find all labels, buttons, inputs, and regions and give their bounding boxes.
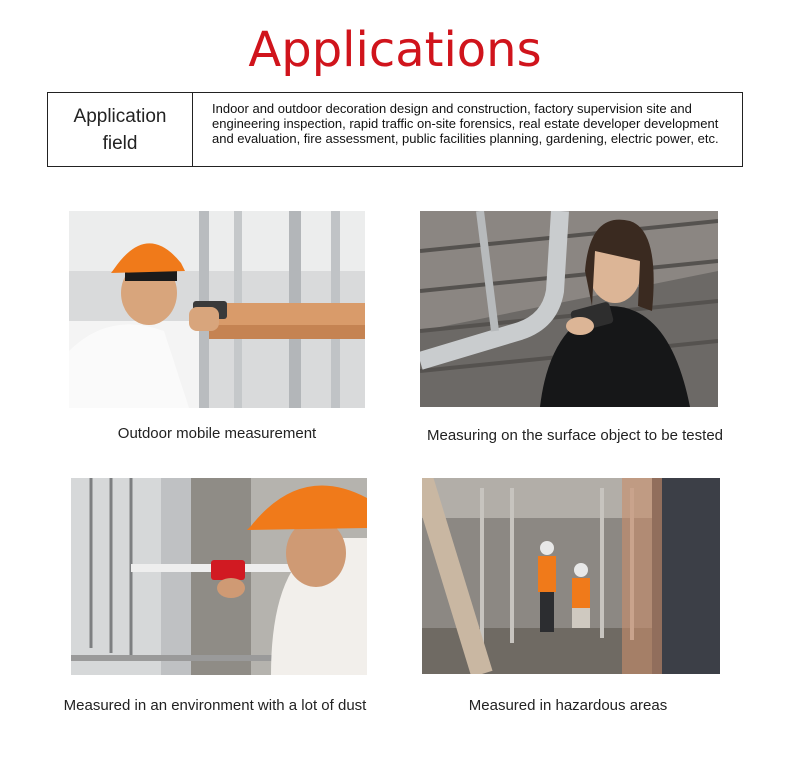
photo-caption: Measured in hazardous areas	[468, 697, 668, 714]
worker-hardhat-measuring-photo	[69, 211, 365, 408]
application-field-label: Application field	[48, 93, 193, 166]
application-field-description: Indoor and outdoor decoration design and construction, factory supervision site and engineering inspection, rapid traffic on-site forensics, real estate developer development and evaluation, fire assessment, public facilities planning, gardening, electric power, etc.	[212, 101, 719, 146]
page-title: Applications	[248, 22, 542, 78]
woman-stairs-measuring-photo	[420, 211, 718, 407]
photo-caption: Outdoor mobile measurement	[117, 425, 317, 442]
application-field-table	[47, 92, 743, 167]
construction-site-workers-photo	[422, 478, 720, 674]
worker-dusty-site-photo	[71, 478, 367, 675]
photo-caption: Measured in an environment with a lot of dust	[63, 697, 367, 714]
photo-caption: Measuring on the surface object to be tested	[426, 427, 723, 444]
